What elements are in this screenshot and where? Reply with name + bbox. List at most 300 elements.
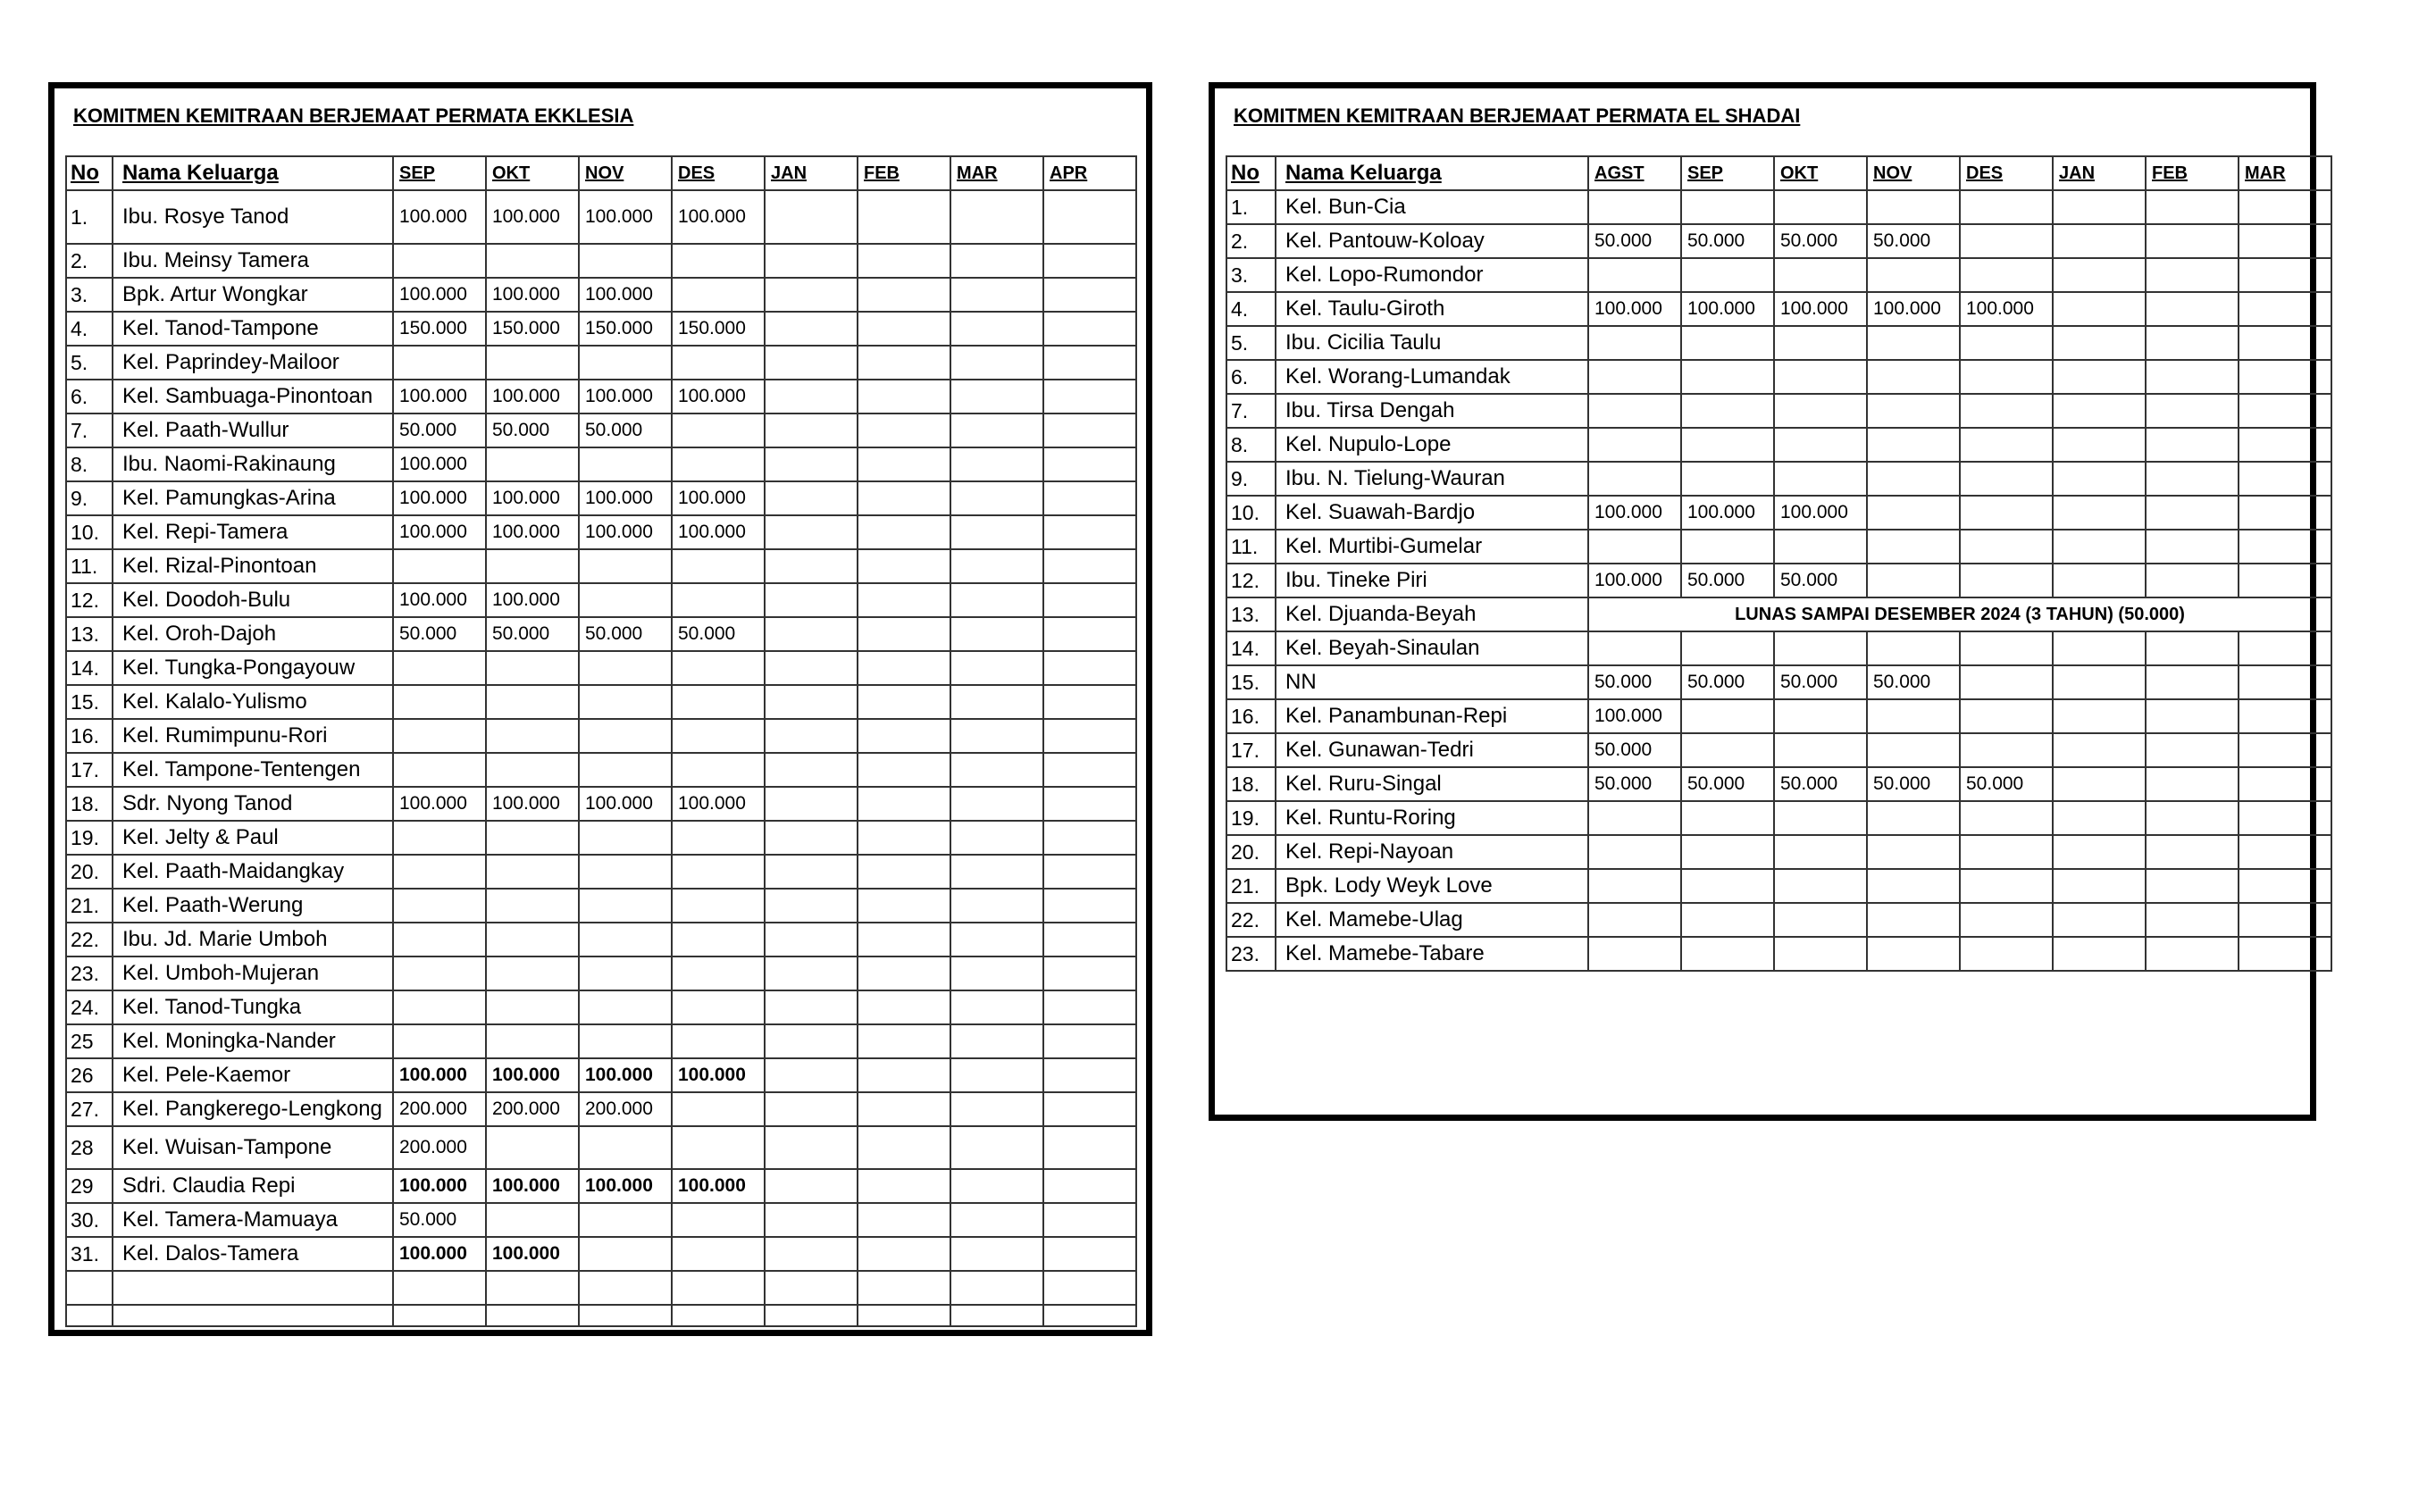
payment-cell [1681, 326, 1774, 360]
payment-cell [858, 549, 950, 583]
payment-cell [950, 380, 1043, 414]
payment-cell [579, 923, 672, 956]
payment-cell [1960, 733, 2053, 767]
payment-cell [672, 855, 765, 889]
payment-cell [950, 719, 1043, 753]
payment-cell [2053, 326, 2146, 360]
family-name: Sdri. Claudia Repi [113, 1169, 393, 1203]
payment-cell [1043, 1237, 1136, 1271]
ekklesia-table [65, 155, 1137, 1327]
elshadai-title: KOMITMEN KEMITRAAN BERJEMAAT PERMATA EL SHADAI [1234, 104, 1801, 127]
payment-cell [1867, 496, 1960, 530]
payment-cell [2239, 767, 2331, 801]
elshadai-table-row [1226, 835, 2331, 869]
payment-cell [858, 414, 950, 447]
payment-cell [1681, 699, 1774, 733]
payment-cell [2053, 564, 2146, 597]
elshadai-panel [1209, 82, 2316, 1121]
row-number: 24. [66, 990, 113, 1024]
payment-cell [1681, 462, 1774, 496]
payment-cell [1681, 937, 1774, 971]
row-number: 20. [1226, 835, 1276, 869]
row-number: 17. [1226, 733, 1276, 767]
payment-cell: 100.000 [393, 787, 486, 821]
payment-cell: 50.000 [1960, 767, 2053, 801]
payment-cell: 50.000 [1774, 767, 1867, 801]
payment-cell [858, 1237, 950, 1271]
ekklesia-table-row [66, 481, 1136, 515]
payment-cell [672, 753, 765, 787]
payment-cell [1588, 530, 1681, 564]
elshadai-header-cell: FEB [2146, 156, 2239, 190]
payment-cell [1043, 312, 1136, 346]
family-name: Kel. Suawah-Bardjo [1276, 496, 1588, 530]
ekklesia-table-row [66, 1024, 1136, 1058]
payment-cell [486, 244, 579, 278]
payment-cell [950, 787, 1043, 821]
payment-cell [579, 1271, 672, 1305]
family-name: Kel. Tanod-Tungka [113, 990, 393, 1024]
payment-note: LUNAS SAMPAI DESEMBER 2024 (3 TAHUN) (50.000) [1588, 597, 2331, 631]
payment-cell [765, 923, 858, 956]
payment-cell [858, 1271, 950, 1305]
elshadai-table-row [1226, 496, 2331, 530]
payment-cell [1043, 1126, 1136, 1169]
payment-cell [950, 414, 1043, 447]
payment-cell [765, 515, 858, 549]
elshadai-table-row [1226, 462, 2331, 496]
payment-cell [765, 346, 858, 380]
family-name: Kel. Gunawan-Tedri [1276, 733, 1588, 767]
payment-cell: 50.000 [1774, 564, 1867, 597]
payment-cell [1588, 428, 1681, 462]
elshadai-header-cell: AGST [1588, 156, 1681, 190]
family-name: Kel. Bun-Cia [1276, 190, 1588, 224]
payment-cell [1681, 801, 1774, 835]
payment-cell [1867, 869, 1960, 903]
payment-cell [393, 855, 486, 889]
payment-cell [950, 1305, 1043, 1326]
payment-cell: 100.000 [393, 190, 486, 244]
payment-cell: 50.000 [1681, 564, 1774, 597]
payment-cell [1960, 564, 2053, 597]
payment-cell [486, 990, 579, 1024]
payment-cell: 50.000 [1867, 665, 1960, 699]
payment-cell [858, 685, 950, 719]
elshadai-table-row [1226, 903, 2331, 937]
payment-cell [765, 312, 858, 346]
payment-cell [672, 821, 765, 855]
family-name: Sdr. Nyong Tanod [113, 787, 393, 821]
payment-cell [1043, 1058, 1136, 1092]
payment-cell: 50.000 [1681, 767, 1774, 801]
family-name: Kel. Taulu-Giroth [1276, 292, 1588, 326]
payment-cell [672, 1126, 765, 1169]
payment-cell [1960, 801, 2053, 835]
family-name: Kel. Pele-Kaemor [113, 1058, 393, 1092]
payment-cell [858, 244, 950, 278]
payment-cell [858, 447, 950, 481]
family-name: Kel. Moningka-Nander [113, 1024, 393, 1058]
payment-cell [1588, 631, 1681, 665]
payment-cell [2146, 530, 2239, 564]
payment-cell [1774, 903, 1867, 937]
payment-cell [858, 515, 950, 549]
payment-cell [393, 719, 486, 753]
payment-cell [858, 1203, 950, 1237]
payment-cell [1774, 428, 1867, 462]
payment-cell [765, 855, 858, 889]
payment-cell [2146, 835, 2239, 869]
payment-cell: 100.000 [486, 481, 579, 515]
payment-cell [1774, 937, 1867, 971]
payment-cell [1043, 190, 1136, 244]
payment-cell [1774, 801, 1867, 835]
payment-cell [1867, 631, 1960, 665]
payment-cell [765, 583, 858, 617]
family-name: Kel. Rizal-Pinontoan [113, 549, 393, 583]
family-name: Kel. Tanod-Tampone [113, 312, 393, 346]
row-number [66, 1271, 113, 1305]
payment-cell [950, 753, 1043, 787]
payment-cell [2146, 733, 2239, 767]
payment-cell [672, 889, 765, 923]
payment-cell [393, 956, 486, 990]
ekklesia-table-row [66, 1271, 1136, 1305]
payment-cell [2053, 224, 2146, 258]
payment-cell [672, 1092, 765, 1126]
ekklesia-table-row [66, 244, 1136, 278]
ekklesia-header-cell: APR [1043, 156, 1136, 190]
payment-cell [858, 1092, 950, 1126]
payment-cell [950, 1203, 1043, 1237]
payment-cell [672, 244, 765, 278]
family-name: Kel. Kalalo-Yulismo [113, 685, 393, 719]
payment-cell [1043, 855, 1136, 889]
payment-cell [858, 346, 950, 380]
payment-cell [2146, 801, 2239, 835]
family-name: Kel. Doodoh-Bulu [113, 583, 393, 617]
payment-cell [1960, 665, 2053, 699]
elshadai-table-row [1226, 869, 2331, 903]
row-number: 14. [66, 651, 113, 685]
payment-cell [1588, 360, 1681, 394]
payment-cell [765, 244, 858, 278]
payment-cell [1043, 1271, 1136, 1305]
family-name: Kel. Tungka-Pongayouw [113, 651, 393, 685]
payment-cell: 100.000 [393, 1237, 486, 1271]
row-number: 12. [1226, 564, 1276, 597]
payment-cell [1043, 515, 1136, 549]
payment-cell: 50.000 [1588, 733, 1681, 767]
payment-cell [1867, 394, 1960, 428]
payment-cell: 50.000 [1867, 767, 1960, 801]
payment-cell [765, 651, 858, 685]
ekklesia-title: KOMITMEN KEMITRAAN BERJEMAAT PERMATA EKKLESIA [73, 104, 634, 127]
row-number: 15. [1226, 665, 1276, 699]
ekklesia-table-row [66, 1058, 1136, 1092]
payment-cell [1867, 190, 1960, 224]
payment-cell: 100.000 [1960, 292, 2053, 326]
ekklesia-header-cell: OKT [486, 156, 579, 190]
payment-cell [1043, 346, 1136, 380]
payment-cell [579, 685, 672, 719]
payment-cell: 100.000 [672, 787, 765, 821]
payment-cell: 100.000 [486, 278, 579, 312]
payment-cell [1681, 631, 1774, 665]
payment-cell [486, 1271, 579, 1305]
payment-cell [486, 1126, 579, 1169]
ekklesia-table-row [66, 855, 1136, 889]
payment-cell: 200.000 [393, 1092, 486, 1126]
payment-cell [579, 651, 672, 685]
elshadai-table-row [1226, 733, 2331, 767]
row-number: 26 [66, 1058, 113, 1092]
family-name: Kel. Dalos-Tamera [113, 1237, 393, 1271]
payment-cell [486, 447, 579, 481]
payment-cell [858, 1169, 950, 1203]
payment-cell [765, 617, 858, 651]
payment-cell [950, 447, 1043, 481]
payment-cell [765, 719, 858, 753]
ekklesia-table-row [66, 312, 1136, 346]
payment-cell [1681, 258, 1774, 292]
payment-cell [1681, 190, 1774, 224]
payment-cell: 50.000 [1867, 224, 1960, 258]
payment-cell [858, 583, 950, 617]
payment-cell [2053, 801, 2146, 835]
row-number: 23. [66, 956, 113, 990]
payment-cell [1774, 326, 1867, 360]
payment-cell [2146, 292, 2239, 326]
payment-cell [1043, 1169, 1136, 1203]
payment-cell [1867, 428, 1960, 462]
payment-cell: 50.000 [486, 617, 579, 651]
payment-cell [393, 753, 486, 787]
payment-cell [2239, 733, 2331, 767]
elshadai-table-row [1226, 394, 2331, 428]
payment-cell [579, 1305, 672, 1326]
payment-cell [579, 583, 672, 617]
payment-cell [765, 447, 858, 481]
ekklesia-table-row [66, 583, 1136, 617]
payment-cell: 100.000 [579, 481, 672, 515]
payment-cell [2053, 496, 2146, 530]
payment-cell [2146, 360, 2239, 394]
payment-cell [1867, 903, 1960, 937]
payment-cell: 150.000 [393, 312, 486, 346]
family-name [113, 1271, 393, 1305]
family-name: Kel. Beyah-Sinaulan [1276, 631, 1588, 665]
payment-cell [2239, 564, 2331, 597]
payment-cell: 100.000 [672, 1169, 765, 1203]
payment-cell [858, 1024, 950, 1058]
payment-cell [393, 346, 486, 380]
ekklesia-header-cell: Nama Keluarga [113, 156, 393, 190]
row-number: 7. [66, 414, 113, 447]
payment-cell: 100.000 [579, 380, 672, 414]
payment-cell [672, 923, 765, 956]
payment-cell: 100.000 [672, 1058, 765, 1092]
payment-cell: 50.000 [393, 1203, 486, 1237]
payment-cell [950, 244, 1043, 278]
payment-cell [2146, 258, 2239, 292]
payment-cell [765, 1237, 858, 1271]
payment-cell: 100.000 [393, 515, 486, 549]
payment-cell [1960, 496, 2053, 530]
payment-cell [1774, 190, 1867, 224]
payment-cell [672, 719, 765, 753]
ekklesia-table-row [66, 414, 1136, 447]
row-number: 10. [66, 515, 113, 549]
payment-cell [2239, 835, 2331, 869]
row-number: 5. [1226, 326, 1276, 360]
payment-cell [486, 651, 579, 685]
payment-cell [2053, 394, 2146, 428]
payment-cell [1774, 462, 1867, 496]
payment-cell [1043, 481, 1136, 515]
payment-cell [765, 889, 858, 923]
payment-cell [858, 889, 950, 923]
ekklesia-table-row [66, 787, 1136, 821]
payment-cell [579, 719, 672, 753]
payment-cell [1043, 685, 1136, 719]
payment-cell: 100.000 [579, 278, 672, 312]
payment-cell [1867, 258, 1960, 292]
elshadai-header-cell: OKT [1774, 156, 1867, 190]
payment-cell: 150.000 [579, 312, 672, 346]
payment-cell: 50.000 [393, 414, 486, 447]
row-number: 30. [66, 1203, 113, 1237]
payment-cell [486, 1024, 579, 1058]
row-number: 25 [66, 1024, 113, 1058]
payment-cell [393, 990, 486, 1024]
payment-cell [1043, 1203, 1136, 1237]
payment-cell [2146, 326, 2239, 360]
payment-cell [486, 855, 579, 889]
payment-cell [950, 956, 1043, 990]
payment-cell [950, 923, 1043, 956]
row-number: 10. [1226, 496, 1276, 530]
payment-cell [858, 380, 950, 414]
payment-cell [950, 651, 1043, 685]
family-name: Kel. Pantouw-Koloay [1276, 224, 1588, 258]
row-number: 23. [1226, 937, 1276, 971]
payment-cell [950, 617, 1043, 651]
payment-cell [950, 1024, 1043, 1058]
payment-cell [579, 1126, 672, 1169]
payment-cell [2146, 767, 2239, 801]
payment-cell [950, 1271, 1043, 1305]
family-name: Kel. Tampone-Tentengen [113, 753, 393, 787]
payment-cell [1043, 753, 1136, 787]
payment-cell [486, 923, 579, 956]
payment-cell [1867, 937, 1960, 971]
payment-cell [579, 447, 672, 481]
family-name: Ibu. Tineke Piri [1276, 564, 1588, 597]
payment-cell [486, 821, 579, 855]
payment-cell [1588, 462, 1681, 496]
row-number: 27. [66, 1092, 113, 1126]
ekklesia-header-cell: MAR [950, 156, 1043, 190]
row-number: 4. [1226, 292, 1276, 326]
payment-cell [2053, 360, 2146, 394]
payment-cell [2146, 394, 2239, 428]
payment-cell [950, 821, 1043, 855]
payment-cell: 50.000 [579, 617, 672, 651]
family-name: Kel. Paath-Maidangkay [113, 855, 393, 889]
payment-cell [1681, 733, 1774, 767]
payment-cell [1588, 258, 1681, 292]
payment-cell [1774, 699, 1867, 733]
payment-cell [950, 190, 1043, 244]
ekklesia-table-row [66, 1237, 1136, 1271]
payment-cell [1681, 428, 1774, 462]
payment-cell [672, 346, 765, 380]
payment-cell [1043, 1092, 1136, 1126]
payment-cell [486, 346, 579, 380]
payment-cell [393, 1305, 486, 1326]
family-name: Kel. Oroh-Dajoh [113, 617, 393, 651]
payment-cell: 100.000 [1774, 292, 1867, 326]
payment-cell [1043, 244, 1136, 278]
payment-cell [2239, 292, 2331, 326]
payment-cell [2146, 665, 2239, 699]
payment-cell: 100.000 [486, 583, 579, 617]
payment-cell [2239, 462, 2331, 496]
payment-cell [1960, 835, 2053, 869]
payment-cell [950, 481, 1043, 515]
payment-cell: 200.000 [393, 1126, 486, 1169]
ekklesia-table-row [66, 617, 1136, 651]
payment-cell [2146, 224, 2239, 258]
payment-cell [1774, 733, 1867, 767]
payment-cell [1867, 360, 1960, 394]
payment-cell [2239, 937, 2331, 971]
payment-cell [1588, 190, 1681, 224]
payment-cell [1960, 224, 2053, 258]
payment-cell [486, 685, 579, 719]
payment-cell [765, 190, 858, 244]
payment-cell: 100.000 [579, 190, 672, 244]
payment-cell [2146, 564, 2239, 597]
family-name: Kel. Sambuaga-Pinontoan [113, 380, 393, 414]
payment-cell [1960, 631, 2053, 665]
payment-cell [486, 956, 579, 990]
payment-cell: 100.000 [486, 1169, 579, 1203]
row-number: 2. [66, 244, 113, 278]
payment-cell [579, 346, 672, 380]
payment-cell [2239, 801, 2331, 835]
row-number: 3. [1226, 258, 1276, 292]
payment-cell [2053, 869, 2146, 903]
elshadai-table [1226, 155, 2332, 972]
payment-cell [2146, 190, 2239, 224]
ekklesia-panel [48, 82, 1152, 1336]
payment-cell [1588, 801, 1681, 835]
payment-cell: 150.000 [486, 312, 579, 346]
payment-cell [486, 753, 579, 787]
elshadai-table-row [1226, 665, 2331, 699]
payment-cell [2239, 360, 2331, 394]
payment-cell [672, 414, 765, 447]
payment-cell [1867, 733, 1960, 767]
family-name: Kel. Repi-Nayoan [1276, 835, 1588, 869]
payment-cell [765, 1203, 858, 1237]
payment-cell: 100.000 [1588, 292, 1681, 326]
ekklesia-header-cell: DES [672, 156, 765, 190]
payment-cell [2146, 903, 2239, 937]
